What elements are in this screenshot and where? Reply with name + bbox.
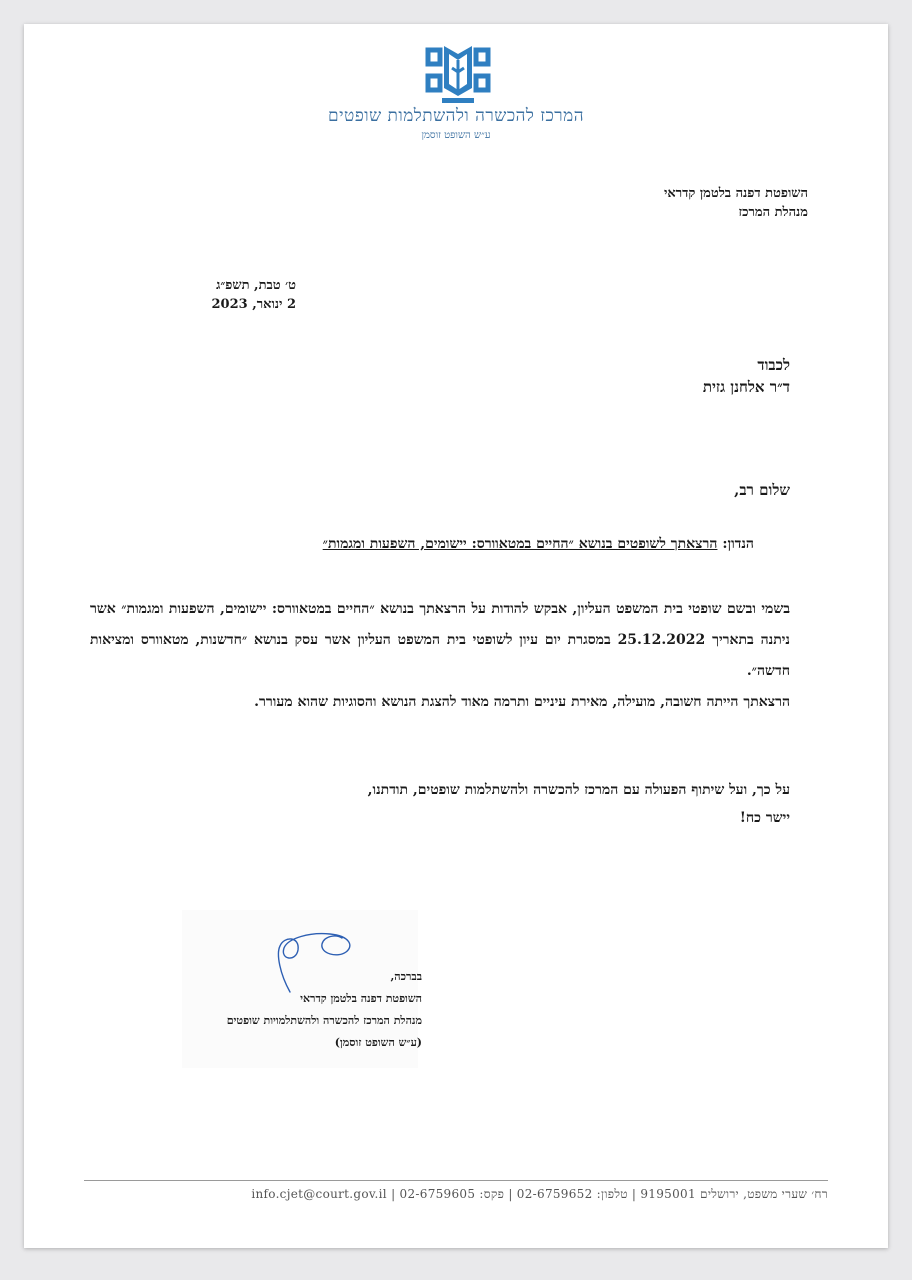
- footer-contact: רח׳ שערי משפט, ירושלים 9195001 | טלפון: 02-6759652 | פקס: 02-6759605 | info.cjet@court.gov.il: [251, 1187, 828, 1201]
- signature-regards: בברכה,: [390, 970, 422, 983]
- addressee-salutation: לכבוד: [757, 356, 790, 374]
- closing-block: [90, 776, 790, 832]
- letter-body: [90, 594, 790, 718]
- addressee-block: [370, 354, 790, 398]
- sender-name: השופטת דפנה בלטמן קדראי: [663, 186, 808, 201]
- subject-label: הנדון:: [722, 536, 754, 552]
- date-gregorian: 2 ינואר, 2023: [211, 297, 296, 312]
- sender-block: [388, 184, 808, 222]
- body-paragraph-1: בשמי ובשם שופטי בית המשפט העליון, אבקש להודות על הרצאתך בנושא ״החיים במטאוורס: יישומים, השפעות ומגמות״ אשר ניתנה בתאריך 25.12.2022 במסגרת יום עיון לשופטי בית המשפט העליון אשר עסק בנושא ״חדשנות, מטאוורס ומציאות חדשה״.: [90, 601, 790, 679]
- signature-note: (ע״ש השופט זוסמן): [334, 1036, 422, 1049]
- letter-page: [24, 24, 888, 1248]
- closing-line-2: יישר כח!: [739, 810, 790, 826]
- date-block: [96, 276, 296, 314]
- closing-line-1: על כך, ועל שיתוף הפעולה עם המרכז להכשרה ולהשתלמות שופטים, תודתנו,: [367, 782, 790, 798]
- greeting: שלום רב,: [734, 481, 790, 499]
- org-subtitle: ע״ש השופט זוסמן: [421, 130, 491, 141]
- date-hebrew: ט׳ טבת, תשפ״ג: [216, 278, 296, 293]
- body-paragraph-2: הרצאתך הייתה חשובה, מועילה, מאירת עיניים ותרמה מאוד להצגת הנושא והסוגיות שהוא מעורר.: [254, 694, 790, 710]
- signature-block: [182, 966, 422, 1054]
- footer-divider: [84, 1180, 828, 1181]
- subject-line: [114, 536, 754, 553]
- org-name: המרכז להכשרה ולהשתלמות שופטים: [327, 106, 585, 126]
- sender-title: מנהלת המרכז: [738, 205, 808, 220]
- addressee-name: ד״ר אלחנן גזית: [702, 378, 790, 396]
- signature-role: מנהלת המרכז להכשרה ולהשתלמויות שופטים: [226, 1014, 422, 1027]
- signature-name: השופטת דפנה בלטמן קדראי: [300, 992, 422, 1005]
- book-scales-logo-icon: [422, 42, 494, 106]
- subject-text: הרצאתך לשופטים בנושא ״החיים במטאוורס: יישומים, השפעות ומגמות״: [322, 536, 718, 552]
